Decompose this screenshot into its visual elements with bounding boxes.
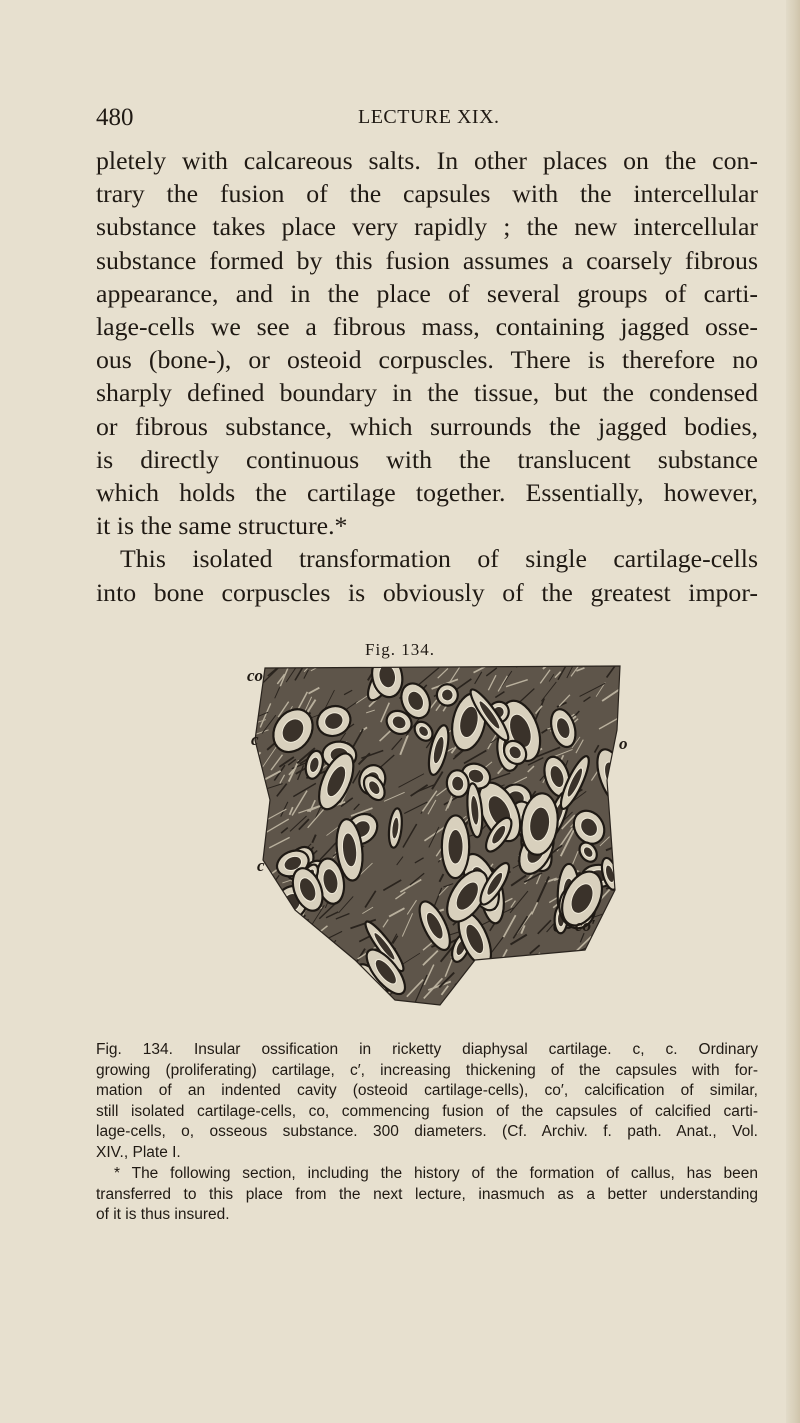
footnote-line: transferred to this place from the next lecture, inasmuch as a better understanding bbox=[96, 1185, 758, 1203]
body-text bbox=[96, 144, 758, 609]
figure-label-o: o bbox=[619, 734, 628, 753]
caption-line: XIV., Plate I. bbox=[96, 1143, 181, 1161]
caption-line: Fig. 134. Insular ossification in ricketty diaphysal cartilage. c, c. Ordinary bbox=[96, 1041, 758, 1058]
page-header bbox=[90, 100, 710, 136]
body-line: sharply defined boundary in the tissue, but the condensed bbox=[96, 378, 758, 408]
body-line: which holds the cartilage together. Essentially, however, bbox=[96, 478, 758, 508]
figure-label-co: co bbox=[247, 666, 264, 685]
running-head: LECTURE XIX. bbox=[358, 106, 500, 128]
figure-label-c-lower: c bbox=[257, 856, 265, 875]
figure-label-co-prime: co′ bbox=[575, 916, 596, 935]
body-line: substance formed by this fusion assumes a coarsely fibrous bbox=[96, 245, 758, 275]
body-line: lage-cells we see a fibrous mass, containing jagged osse- bbox=[96, 312, 758, 342]
page-number: 480 bbox=[96, 104, 134, 131]
footnote bbox=[96, 1164, 758, 1226]
body-line: it is the same structure.* bbox=[96, 511, 348, 541]
body-line: appearance, and in the place of several groups of carti- bbox=[96, 278, 758, 308]
caption-line: growing (proliferating) cartilage, c′, increasing thickening of the capsules with for- bbox=[96, 1061, 758, 1079]
footnote-line: * The following section, including the history of the formation of callus, has been bbox=[114, 1165, 758, 1182]
body-line: This isolated transformation of single cartilage-cells bbox=[120, 544, 758, 574]
body-line: ous (bone-), or osteoid corpuscles. There is therefore no bbox=[96, 345, 758, 375]
figure-134 bbox=[225, 660, 645, 1010]
caption-line: lage-cells, o, osseous substance. 300 diameters. (Cf. Archiv. f. path. Anat., Vol. bbox=[96, 1123, 758, 1141]
body-line: or fibrous substance, which surrounds the jagged bodies, bbox=[96, 411, 758, 441]
body-line: is directly continuous with the translucent substance bbox=[96, 444, 758, 474]
figure-caption bbox=[96, 1040, 758, 1164]
caption-line: mation of an indented cavity (osteoid cartilage-cells), co′, calcification of similar, bbox=[96, 1082, 758, 1100]
body-line: into bone corpuscles is obviously of the greatest impor- bbox=[96, 577, 758, 607]
footnote-line: of it is thus insured. bbox=[96, 1206, 230, 1224]
body-line: trary the fusion of the capsules with the intercellular bbox=[96, 179, 758, 209]
figure-illustration bbox=[225, 660, 645, 1010]
body-line: substance takes place very rapidly ; the new intercellular bbox=[96, 212, 758, 242]
body-line: pletely with calcareous salts. In other places on the con- bbox=[96, 146, 758, 175]
figure-label-c-upper: c bbox=[251, 730, 259, 749]
page-edge bbox=[786, 0, 800, 1423]
figure-title: Fig. 134. bbox=[365, 640, 435, 659]
caption-line: still isolated cartilage-cells, co, commencing fusion of the capsules of calcified carti- bbox=[96, 1102, 758, 1120]
